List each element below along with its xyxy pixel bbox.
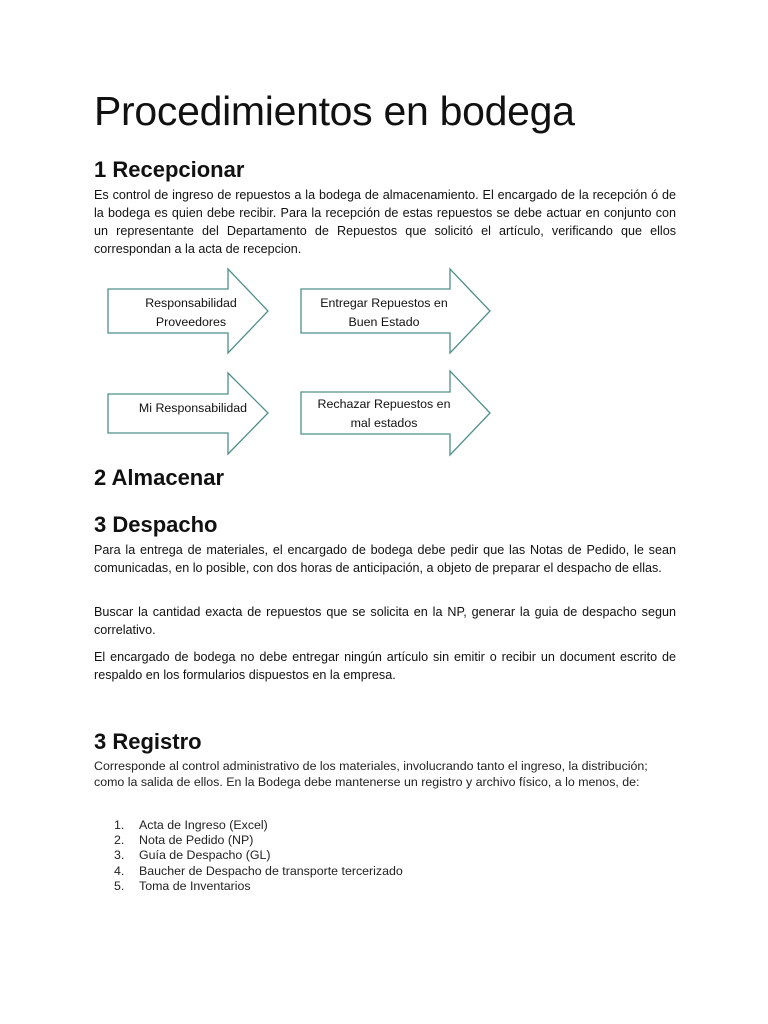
paragraph-despacho-1: Para la entrega de materiales, el encargado de bodega debe pedir que las Notas de Pedido, le sean comunicadas, en lo posible, con dos horas de anticipación, a objeto de preparar el despacho de ellas. xyxy=(94,543,676,575)
list-item-label: Acta de Ingreso (Excel) xyxy=(139,818,268,832)
list-item-label: Toma de Inventarios xyxy=(139,878,251,893)
list-item-label: Guía de Despacho (GL) xyxy=(139,848,271,863)
paragraph-despacho-3: El encargado de bodega no debe entregar ningún artículo sin emitir o recibir un document escrito de respaldo en los formularios dispuestos en la empresa. xyxy=(94,650,676,682)
list-item-number: 1. xyxy=(114,818,125,832)
heading-almacenar: 2 Almacenar xyxy=(94,465,225,490)
heading-recepcionar: 1 Recepcionar xyxy=(94,157,245,182)
paragraph-recepcionar: Es control de ingreso de repuestos a la bodega de almacenamiento. El encargado de la recepción ó de la bodega es quien debe recibir. Para la recepción de estas repuestos se debe actuar en conjunto con un representante del Departamento de Repuestos que solicitó el artículo, verificando que ellos correspondan a la acta de recepcion. xyxy=(94,188,676,256)
heading-registro: 3 Registro xyxy=(94,729,202,754)
heading-despacho: 3 Despacho xyxy=(94,512,218,537)
list-item-number: 5. xyxy=(114,878,125,893)
list-item xyxy=(94,879,403,894)
arrow-label-entregar-repuestos: Entregar Repuestos en Buen Estado xyxy=(320,296,448,329)
list-item xyxy=(94,848,403,863)
list-item-label: Nota de Pedido (NP) xyxy=(139,833,254,848)
page-title: Procedimientos en bodega xyxy=(94,88,575,134)
list-item xyxy=(94,864,403,879)
arrow-label-responsabilidad-proveedores: Responsabilidad Proveedores xyxy=(145,296,237,329)
paragraph-registro: Corresponde al control administrativo de los materiales, involucrando tanto el ingreso, la distribución; como la salida de ellos. En la Bodega debe mantenerse un registro y archivo físico, a lo menos, de: xyxy=(94,759,648,789)
list-item-number: 4. xyxy=(114,863,125,878)
paragraph-despacho-2: Buscar la cantidad exacta de repuestos que se solicita en la NP, generar la guia de despacho segun correlativo. xyxy=(94,605,676,637)
arrow-label-mi-responsabilidad: Mi Responsabilidad xyxy=(138,401,248,415)
list-item-label: Baucher de Despacho de transporte tercerizado xyxy=(139,863,403,878)
list-item xyxy=(94,818,403,833)
arrow-label-rechazar-repuestos: Rechazar Repuestos en mal estados xyxy=(317,397,451,430)
list-item xyxy=(94,833,403,848)
list-item-number: 3. xyxy=(114,848,125,863)
list-item-number: 2. xyxy=(114,833,125,848)
registro-list xyxy=(94,818,403,894)
